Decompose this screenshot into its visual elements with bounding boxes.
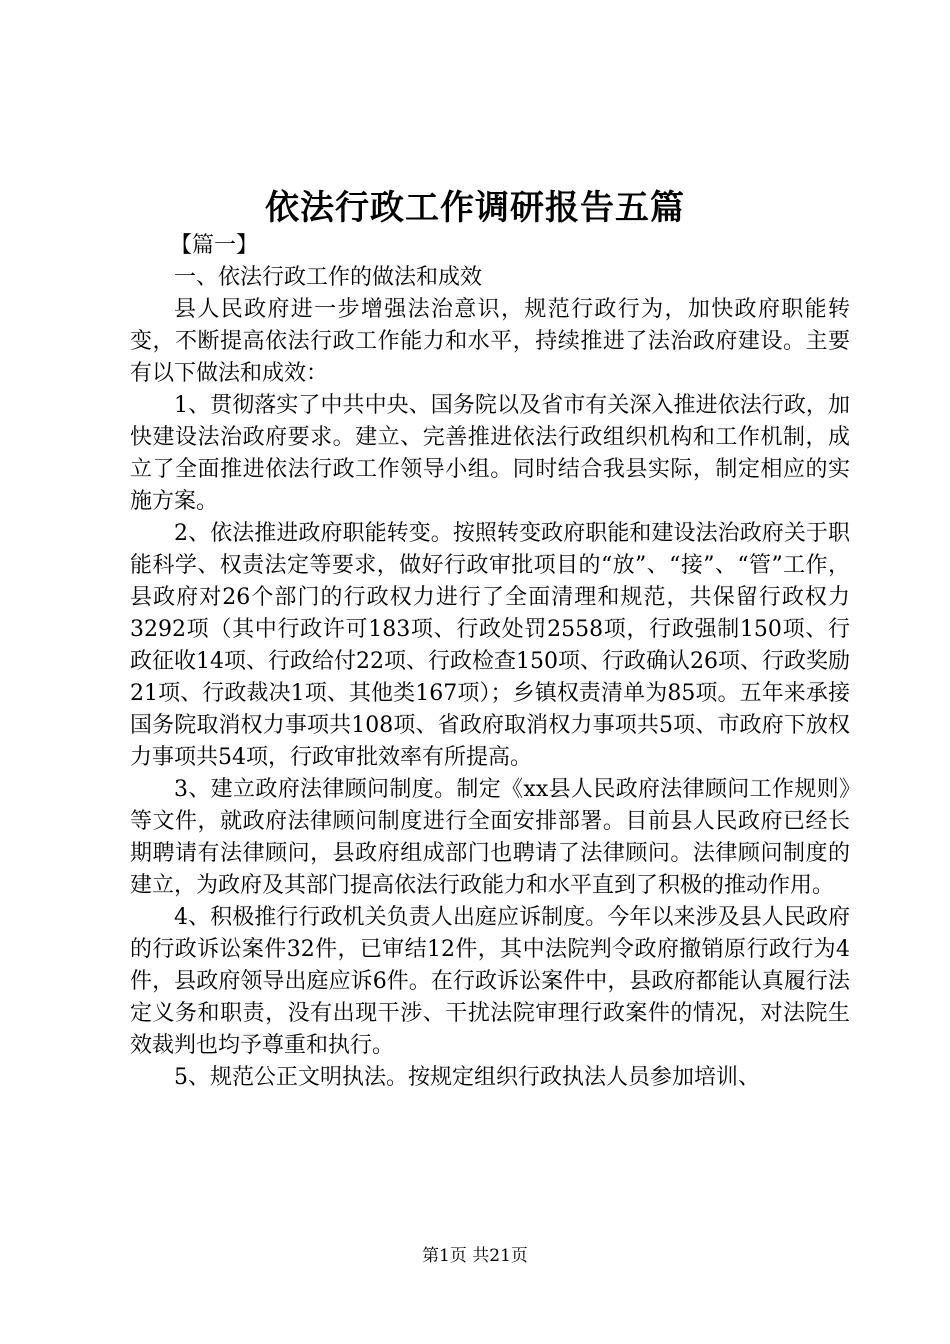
- section-heading: 一、依法行政工作的做法和成效: [174, 265, 483, 290]
- paragraph-item-2: 2、依法推进政府职能转变。按照转变政府职能和建设法治政府关于职能科学、权责法定等要求，做好行政审批项目的“放”、“接”、“管”工作，县政府对26个部门的行政权力进行了全面清理和规范，共保留行政权力3292项（其中行政许可183项、行政处罚2558项，行政强制150项、行政征收14项、行政给付22项、行政检查150项、行政确认26项、行政奖励21项、行政裁决1项、其他类167项）；乡镇权责清单为85项。五年来承接国务院取消权力事项共108项、省政府取消权力事项共5项、市政府下放权力事项共54项，行政审批效率有所提高。: [130, 521, 850, 770]
- section-label: 【篇一】: [170, 233, 259, 258]
- page-footer: 第1页 共21页: [422, 1246, 528, 1266]
- paragraph-item-1: 1、贯彻落实了中共中央、国务院以及省市有关深入推进依法行政，加快建设法治政府要求。建立、完善推进依法行政组织机构和工作机制，成立了全面推进依法行政工作领导小组。同时结合我县实际，制定相应的实施方案。: [130, 393, 850, 514]
- paragraph-intro: 县人民政府进一步增强法治意识，规范行政行为，加快政府职能转变，不断提高依法行政工作能力和水平，持续推进了法治政府建设。主要有以下做法和成效：: [130, 297, 850, 386]
- document-title: 依法行政工作调研报告五篇: [265, 188, 685, 228]
- paragraph-item-4: 4、积极推行行政机关负责人出庭应诉制度。今年以来涉及县人民政府的行政诉讼案件32件，已审结12件，其中法院判令政府撤销原行政行为4件，县政府领导出庭应诉6件。在行政诉讼案件中，县政府都能认真履行法定义务和职责，没有出现干涉、干扰法院审理行政案件的情况，对法院生效裁判也均予尊重和执行。: [130, 905, 850, 1058]
- paragraph-item-3: 3、建立政府法律顾问制度。制定《xx县人民政府法律顾问工作规则》等文件，就政府法律顾问制度进行全面安排部署。目前县人民政府已经长期聘请有法律顾问，县政府组成部门也聘请了法律顾问。法律顾问制度的建立，为政府及其部门提高依法行政能力和水平直到了积极的推动作用。: [130, 777, 850, 898]
- document-body: [130, 230, 850, 1094]
- paragraph-item-5: 5、规范公正文明执法。按规定组织行政执法人员参加培训、: [174, 1065, 760, 1090]
